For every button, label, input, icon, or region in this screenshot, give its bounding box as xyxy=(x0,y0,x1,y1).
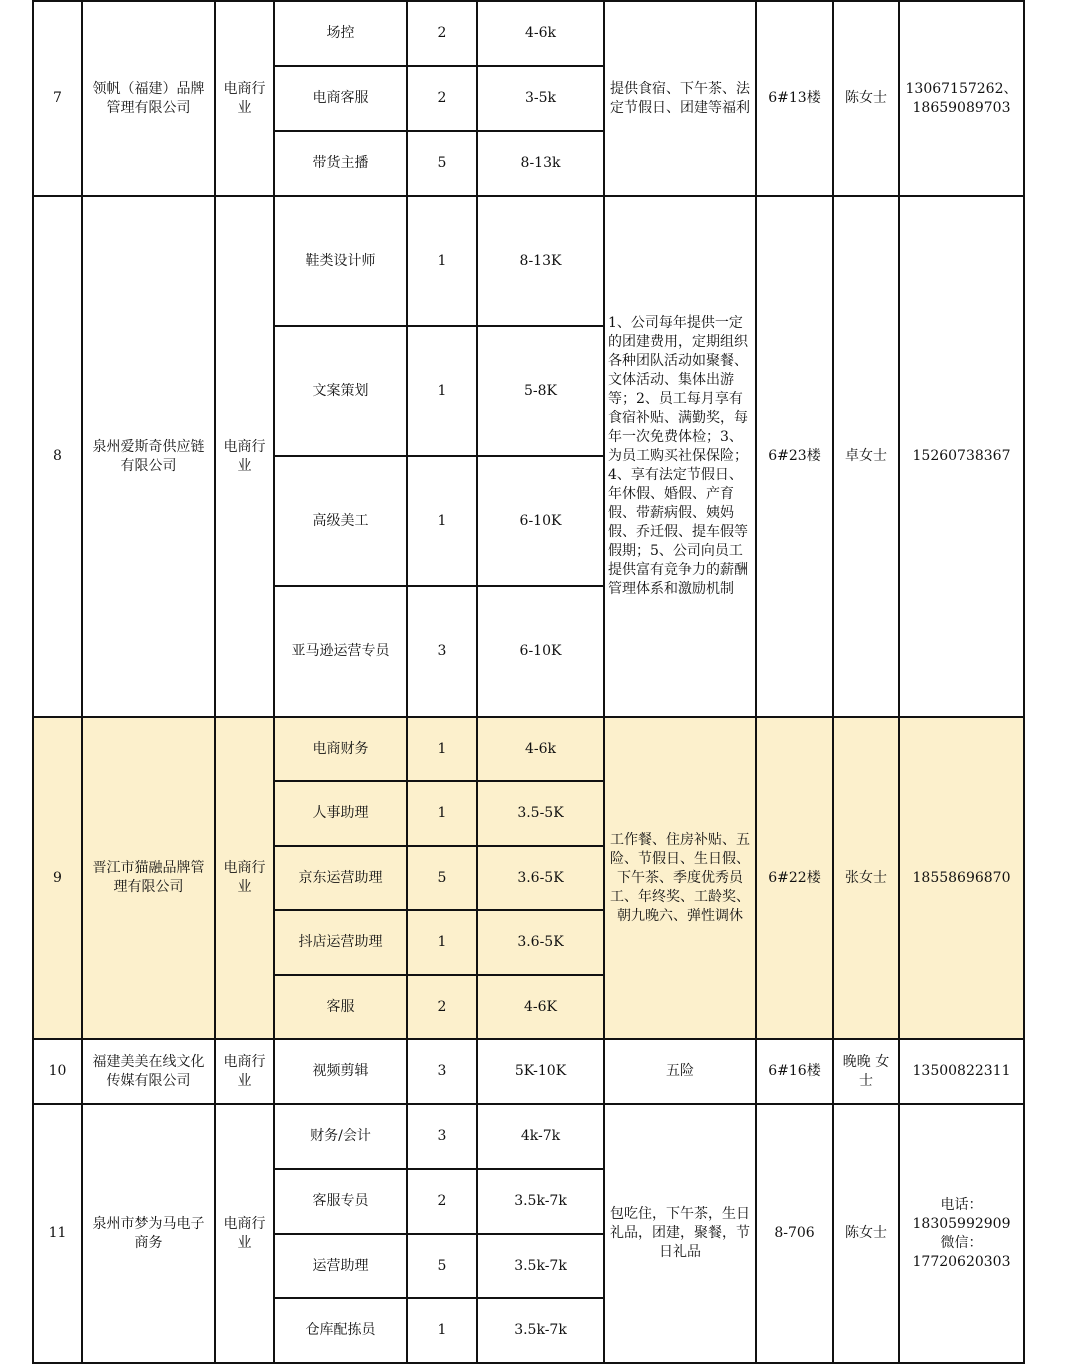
job-salary: 3.5k-7k xyxy=(477,1298,604,1363)
job-salary: 3-5k xyxy=(477,66,604,131)
job-count: 1 xyxy=(407,456,477,586)
contact-phone: 13067157262、18659089703 xyxy=(899,1,1024,196)
job-title: 高级美工 xyxy=(274,456,407,586)
table-row xyxy=(33,1039,1024,1104)
job-salary: 6-10K xyxy=(477,456,604,586)
job-count: 1 xyxy=(407,717,477,781)
work-address: 6#22楼 xyxy=(756,717,833,1039)
work-address: 6#13楼 xyxy=(756,1,833,196)
job-salary: 3.5k-7k xyxy=(477,1169,604,1234)
contact-person: 陈女士 xyxy=(833,1104,899,1363)
industry: 电商行业 xyxy=(215,196,274,717)
job-title: 人事助理 xyxy=(274,781,407,846)
row-number: 9 xyxy=(33,717,82,1039)
work-address: 6#16楼 xyxy=(756,1039,833,1104)
welfare: 1、公司每年提供一定的团建费用，定期组织各种团队活动如聚餐、文体活动、集体出游等；2、员工每月享有食宿补贴、满勤奖，每年一次免费体检；3、为员工购买社保保险；4、享有法定节假日、年休假、婚假、产育假、带薪病假、姨妈假、乔迁假、提车假等假期；5、公司向员工提供富有竞争力的薪酬管理体系和激励机制 xyxy=(604,196,756,717)
company-name: 晋江市猫融品牌管理有限公司 xyxy=(82,717,215,1039)
job-salary: 4-6K xyxy=(477,975,604,1039)
table-row xyxy=(33,1104,1024,1169)
industry: 电商行业 xyxy=(215,1039,274,1104)
job-title: 亚马逊运营专员 xyxy=(274,586,407,717)
job-salary: 3.5-5K xyxy=(477,781,604,846)
job-salary: 4-6k xyxy=(477,717,604,781)
industry: 电商行业 xyxy=(215,717,274,1039)
job-salary: 3.5k-7k xyxy=(477,1234,604,1298)
job-count: 5 xyxy=(407,131,477,196)
job-title: 京东运营助理 xyxy=(274,846,407,910)
contact-person: 卓女士 xyxy=(833,196,899,717)
company-name: 领帆（福建）品牌管理有限公司 xyxy=(82,1,215,196)
table-row xyxy=(33,1,1024,66)
job-salary: 4k-7k xyxy=(477,1104,604,1169)
row-number: 10 xyxy=(33,1039,82,1104)
work-address: 6#23楼 xyxy=(756,196,833,717)
job-title: 客服专员 xyxy=(274,1169,407,1234)
industry: 电商行业 xyxy=(215,1,274,196)
job-count: 3 xyxy=(407,586,477,717)
welfare: 工作餐、住房补贴、五险、节假日、生日假、下午茶、季度优秀员工、年终奖、工龄奖、朝九晚六、弹性调休 xyxy=(604,717,756,1039)
job-salary: 4-6k xyxy=(477,1,604,66)
contact-phone: 18558696870 xyxy=(899,717,1024,1039)
contact-phone xyxy=(899,1104,1024,1363)
job-count: 5 xyxy=(407,846,477,910)
job-title: 电商客服 xyxy=(274,66,407,131)
job-count: 3 xyxy=(407,1104,477,1169)
job-title: 客服 xyxy=(274,975,407,1039)
row-number: 7 xyxy=(33,1,82,196)
contact-phone: 13500822311 xyxy=(899,1039,1024,1104)
job-title: 鞋类设计师 xyxy=(274,196,407,326)
company-name: 泉州爱斯奇供应链有限公司 xyxy=(82,196,215,717)
job-count: 5 xyxy=(407,1234,477,1298)
job-salary: 3.6-5K xyxy=(477,910,604,975)
wechat-label: 微信： xyxy=(940,1234,983,1251)
job-count: 1 xyxy=(407,196,477,326)
job-title: 带货主播 xyxy=(274,131,407,196)
contact-phone: 15260738367 xyxy=(899,196,1024,717)
job-count: 1 xyxy=(407,910,477,975)
job-count: 1 xyxy=(407,326,477,456)
welfare: 提供食宿、下午茶、法定节假日、团建等福利 xyxy=(604,1,756,196)
company-name: 福建美美在线文化传媒有限公司 xyxy=(82,1039,215,1104)
table-row xyxy=(33,196,1024,326)
job-title: 视频剪辑 xyxy=(274,1039,407,1104)
job-count: 2 xyxy=(407,1,477,66)
job-count: 2 xyxy=(407,975,477,1039)
job-salary: 8-13k xyxy=(477,131,604,196)
job-salary: 3.6-5K xyxy=(477,846,604,910)
job-title: 抖店运营助理 xyxy=(274,910,407,975)
welfare: 包吃住，下午茶，生日礼品，团建，聚餐，节日礼品 xyxy=(604,1104,756,1363)
company-name: 泉州市梦为马电子商务 xyxy=(82,1104,215,1363)
contact-person: 晚晚 女士 xyxy=(833,1039,899,1104)
job-salary: 6-10K xyxy=(477,586,604,717)
job-salary: 5-8K xyxy=(477,326,604,456)
job-count: 3 xyxy=(407,1039,477,1104)
job-count: 1 xyxy=(407,781,477,846)
row-number: 8 xyxy=(33,196,82,717)
job-title: 场控 xyxy=(274,1,407,66)
job-count: 2 xyxy=(407,1169,477,1234)
phone-label: 电话： xyxy=(940,1196,983,1213)
job-listing-table xyxy=(32,0,1025,1364)
job-title: 财务/会计 xyxy=(274,1104,407,1169)
job-title: 运营助理 xyxy=(274,1234,407,1298)
contact-person: 张女士 xyxy=(833,717,899,1039)
row-number: 11 xyxy=(33,1104,82,1363)
industry: 电商行业 xyxy=(215,1104,274,1363)
job-title: 仓库配拣员 xyxy=(274,1298,407,1363)
welfare: 五险 xyxy=(604,1039,756,1104)
phone-number: 18305992909 xyxy=(912,1215,1011,1232)
job-title: 文案策划 xyxy=(274,326,407,456)
job-salary: 5K-10K xyxy=(477,1039,604,1104)
work-address: 8-706 xyxy=(756,1104,833,1363)
job-title: 电商财务 xyxy=(274,717,407,781)
wechat-number: 17720620303 xyxy=(912,1253,1011,1270)
job-salary: 8-13K xyxy=(477,196,604,326)
job-count: 2 xyxy=(407,66,477,131)
table-row xyxy=(33,717,1024,781)
job-count: 1 xyxy=(407,1298,477,1363)
contact-person: 陈女士 xyxy=(833,1,899,196)
